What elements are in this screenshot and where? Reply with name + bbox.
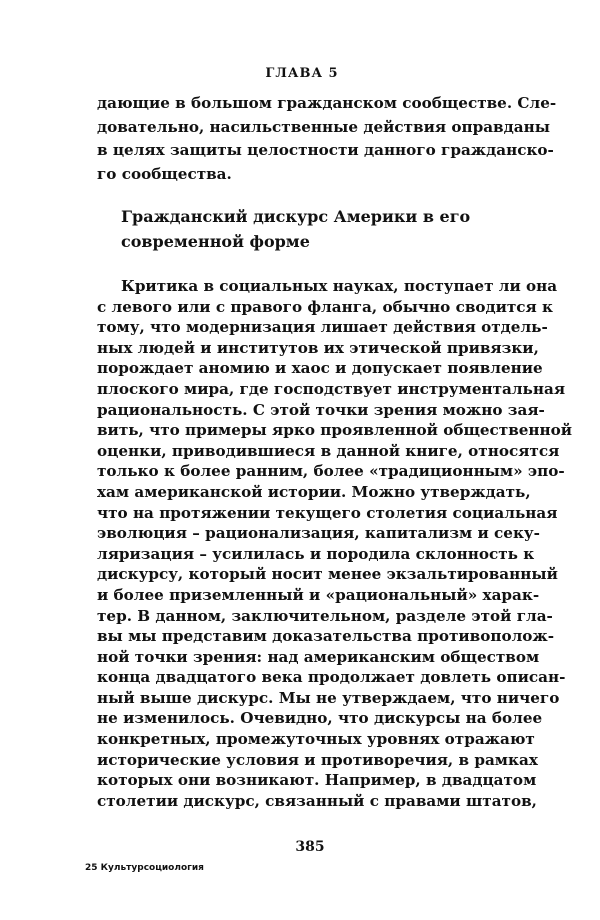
text-line: тому, что модернизация лишает действия отдель- <box>97 318 548 337</box>
text-line: с левого или с правого фланга, обычно сводится к <box>97 297 554 316</box>
text-line: только к более ранним, более «традиционным» эпо- <box>97 462 565 481</box>
text-line: ной точки зрения: над американским обществом <box>97 647 540 666</box>
text-line: плоского мира, где господствует инструментальная <box>97 379 566 398</box>
body-paragraph <box>97 276 573 811</box>
text-line: оценки, приводившиеся в данной книге, относятся <box>97 441 560 460</box>
page-number: 385 <box>295 839 325 855</box>
text-line: конкретных, промежуточных уровнях отражают <box>97 730 535 749</box>
text-line: и более приземленный и «рациональный» харак- <box>97 585 540 604</box>
text-line: дискурсу, который носит менее экзальтированный <box>97 565 558 584</box>
text-line: го сообщества. <box>97 164 232 183</box>
text-line: хам американской истории. Можно утверждать, <box>97 482 531 501</box>
text-line: не изменилось. Очевидно, что дискурсы на более <box>97 709 543 728</box>
text-line: ляризация – усилилась и породила склонность к <box>97 544 535 563</box>
footer-signature: 25 Культурсоциология <box>85 863 204 873</box>
text-line: которых они возникают. Например, в двадцатом <box>97 771 537 790</box>
paragraph-continuation <box>97 92 557 186</box>
text-line: Гражданский дискурс Америки в его <box>121 207 471 226</box>
text-line: современной форме <box>121 232 310 251</box>
text-line: конца двадцатого века продолжает довлеть описан- <box>97 668 566 687</box>
text-line: тер. В данном, заключительном, разделе этой гла- <box>97 606 553 625</box>
text-line: Критика в социальных науках, поступает ли она <box>121 277 558 295</box>
text-line: довательно, насильственные действия оправданы <box>97 117 550 136</box>
text-line: порождает аномию и хаос и допускает появление <box>97 359 543 378</box>
section-heading <box>121 204 521 254</box>
text-line: рациональность. С этой точки зрения можно зая- <box>97 400 545 419</box>
text-line: вить, что примеры ярко проявленной общественной <box>97 421 573 440</box>
text-line: дающие в большом гражданском сообществе. Сле- <box>97 94 557 112</box>
text-line: ных людей и институтов их этической привязки, <box>97 338 539 357</box>
text-line: что на протяжении текущего столетия социальная <box>97 503 558 522</box>
running-header: ГЛАВА 5 <box>265 66 339 81</box>
text-line: эволюция – рационализация, капитализм и секу- <box>97 524 540 543</box>
text-line: исторические условия и противоречия, в рамках <box>97 750 538 769</box>
text-line: столетии дискурс, связанный с правами штатов, <box>97 791 537 810</box>
text-line: вы мы представим доказательства противополож- <box>97 627 555 646</box>
text-line: ный выше дискурс. Мы не утверждаем, что ничего <box>97 688 560 707</box>
text-line: в целях защиты целостности данного гражданско- <box>97 141 554 159</box>
